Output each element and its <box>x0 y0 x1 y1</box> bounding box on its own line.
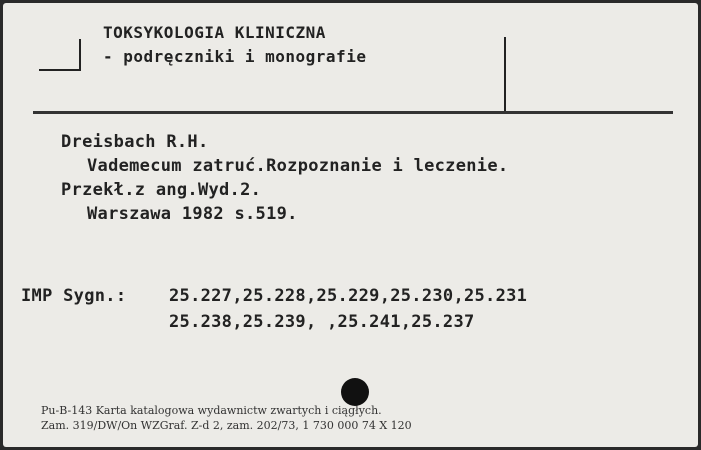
footer-form-line1: Pu-B-143 Karta katalogowa wydawnictw zwartych i ciągłych. <box>41 404 382 417</box>
catalog-card <box>3 3 698 447</box>
signature-label: IMP Sygn.: <box>21 286 127 306</box>
header-divider-vertical <box>504 37 506 111</box>
header-bracket <box>39 39 81 71</box>
footer-form-line2: Zam. 319/DW/On WZGraf. Z-d 2, zam. 202/73, 1 730 000 74 X 120 <box>41 419 412 432</box>
entry-publication: Warszawa 1982 s.519. <box>87 204 298 224</box>
card-subheading: - podręczniki i monografie <box>103 47 367 66</box>
entry-author: Dreisbach R.H. <box>61 132 209 152</box>
header-divider-horizontal <box>33 111 673 114</box>
entry-title-line1: Vademecum zatruć.Rozpoznanie i leczenie. <box>87 156 509 176</box>
card-heading: TOKSYKOLOGIA KLINICZNA <box>103 23 326 42</box>
entry-title-line2: Przekł.z ang.Wyd.2. <box>61 180 262 200</box>
signature-line1: 25.227,25.228,25.229,25.230,25.231 <box>169 286 528 306</box>
punch-hole <box>341 378 369 406</box>
signature-line2: 25.238,25.239, ,25.241,25.237 <box>169 312 475 332</box>
